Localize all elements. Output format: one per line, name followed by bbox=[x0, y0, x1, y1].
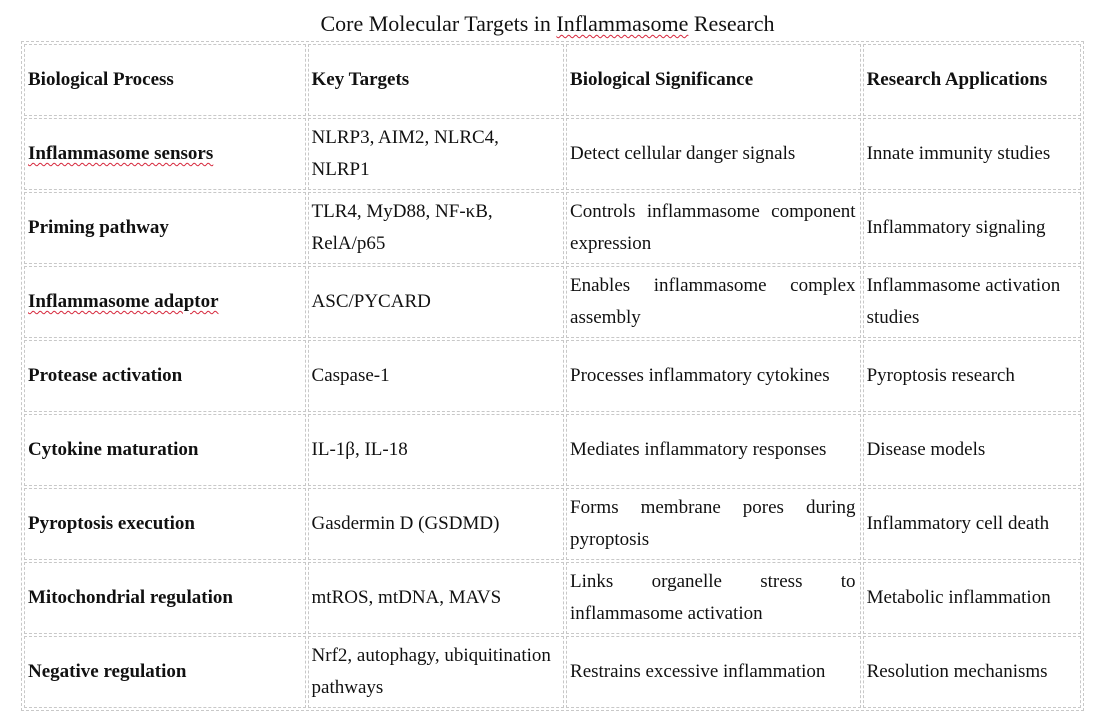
table-row bbox=[24, 414, 1081, 486]
table-row bbox=[24, 340, 1081, 412]
significance-cell: Controls inflammasome component expression bbox=[566, 192, 861, 264]
table-row bbox=[24, 636, 1081, 708]
table-header-row bbox=[24, 44, 1081, 116]
process-cell: Negative regulation bbox=[24, 636, 306, 708]
applications-cell: Inflammasome activation studies bbox=[863, 266, 1081, 338]
table-row bbox=[24, 192, 1081, 264]
process-cell: Priming pathway bbox=[24, 192, 306, 264]
title-highlight: Inflammasome bbox=[556, 11, 689, 36]
applications-cell: Disease models bbox=[863, 414, 1081, 486]
targets-cell: ASC/PYCARD bbox=[308, 266, 564, 338]
applications-cell: Metabolic inflammation bbox=[863, 562, 1081, 634]
significance-cell: Links organelle stress to inflammasome activation bbox=[566, 562, 861, 634]
significance-cell: Forms membrane pores during pyroptosis bbox=[566, 488, 861, 560]
targets-cell: NLRP3, AIM2, NLRC4, NLRP1 bbox=[308, 118, 564, 190]
targets-cell: TLR4, MyD88, NF-κB, RelA/p65 bbox=[308, 192, 564, 264]
significance-cell: Restrains excessive inflammation bbox=[566, 636, 861, 708]
title-suffix: Research bbox=[688, 11, 775, 36]
header-research-applications: Research Applications bbox=[863, 44, 1081, 116]
targets-cell: Nrf2, autophagy, ubiquitination pathways bbox=[308, 636, 564, 708]
applications-cell: Inflammatory cell death bbox=[863, 488, 1081, 560]
applications-cell: Pyroptosis research bbox=[863, 340, 1081, 412]
process-cell: Cytokine maturation bbox=[24, 414, 306, 486]
header-key-targets: Key Targets bbox=[308, 44, 564, 116]
table-row bbox=[24, 562, 1081, 634]
targets-cell: Caspase-1 bbox=[308, 340, 564, 412]
table-row bbox=[24, 488, 1081, 560]
applications-cell: Inflammatory signaling bbox=[863, 192, 1081, 264]
significance-cell: Detect cellular danger signals bbox=[566, 118, 861, 190]
process-cell: Protease activation bbox=[24, 340, 306, 412]
applications-cell: Innate immunity studies bbox=[863, 118, 1081, 190]
title-prefix: Core Molecular Targets in bbox=[320, 11, 557, 36]
significance-cell: Processes inflammatory cytokines bbox=[566, 340, 861, 412]
table-row bbox=[24, 118, 1081, 190]
process-cell bbox=[24, 118, 306, 190]
process-cell: Pyroptosis execution bbox=[24, 488, 306, 560]
targets-table bbox=[21, 41, 1084, 711]
process-label: Inflammasome adaptor bbox=[28, 291, 219, 312]
targets-cell: Gasdermin D (GSDMD) bbox=[308, 488, 564, 560]
significance-cell: Enables inflammasome complex assembly bbox=[566, 266, 861, 338]
applications-cell: Resolution mechanisms bbox=[863, 636, 1081, 708]
header-biological-significance: Biological Significance bbox=[566, 44, 861, 116]
targets-cell: mtROS, mtDNA, MAVS bbox=[308, 562, 564, 634]
table-title bbox=[0, 10, 1095, 38]
process-cell bbox=[24, 266, 306, 338]
process-label: Inflammasome sensors bbox=[28, 143, 214, 164]
table-row bbox=[24, 266, 1081, 338]
header-biological-process: Biological Process bbox=[24, 44, 306, 116]
targets-cell: IL-1β, IL-18 bbox=[308, 414, 564, 486]
significance-cell: Mediates inflammatory responses bbox=[566, 414, 861, 486]
process-cell: Mitochondrial regulation bbox=[24, 562, 306, 634]
